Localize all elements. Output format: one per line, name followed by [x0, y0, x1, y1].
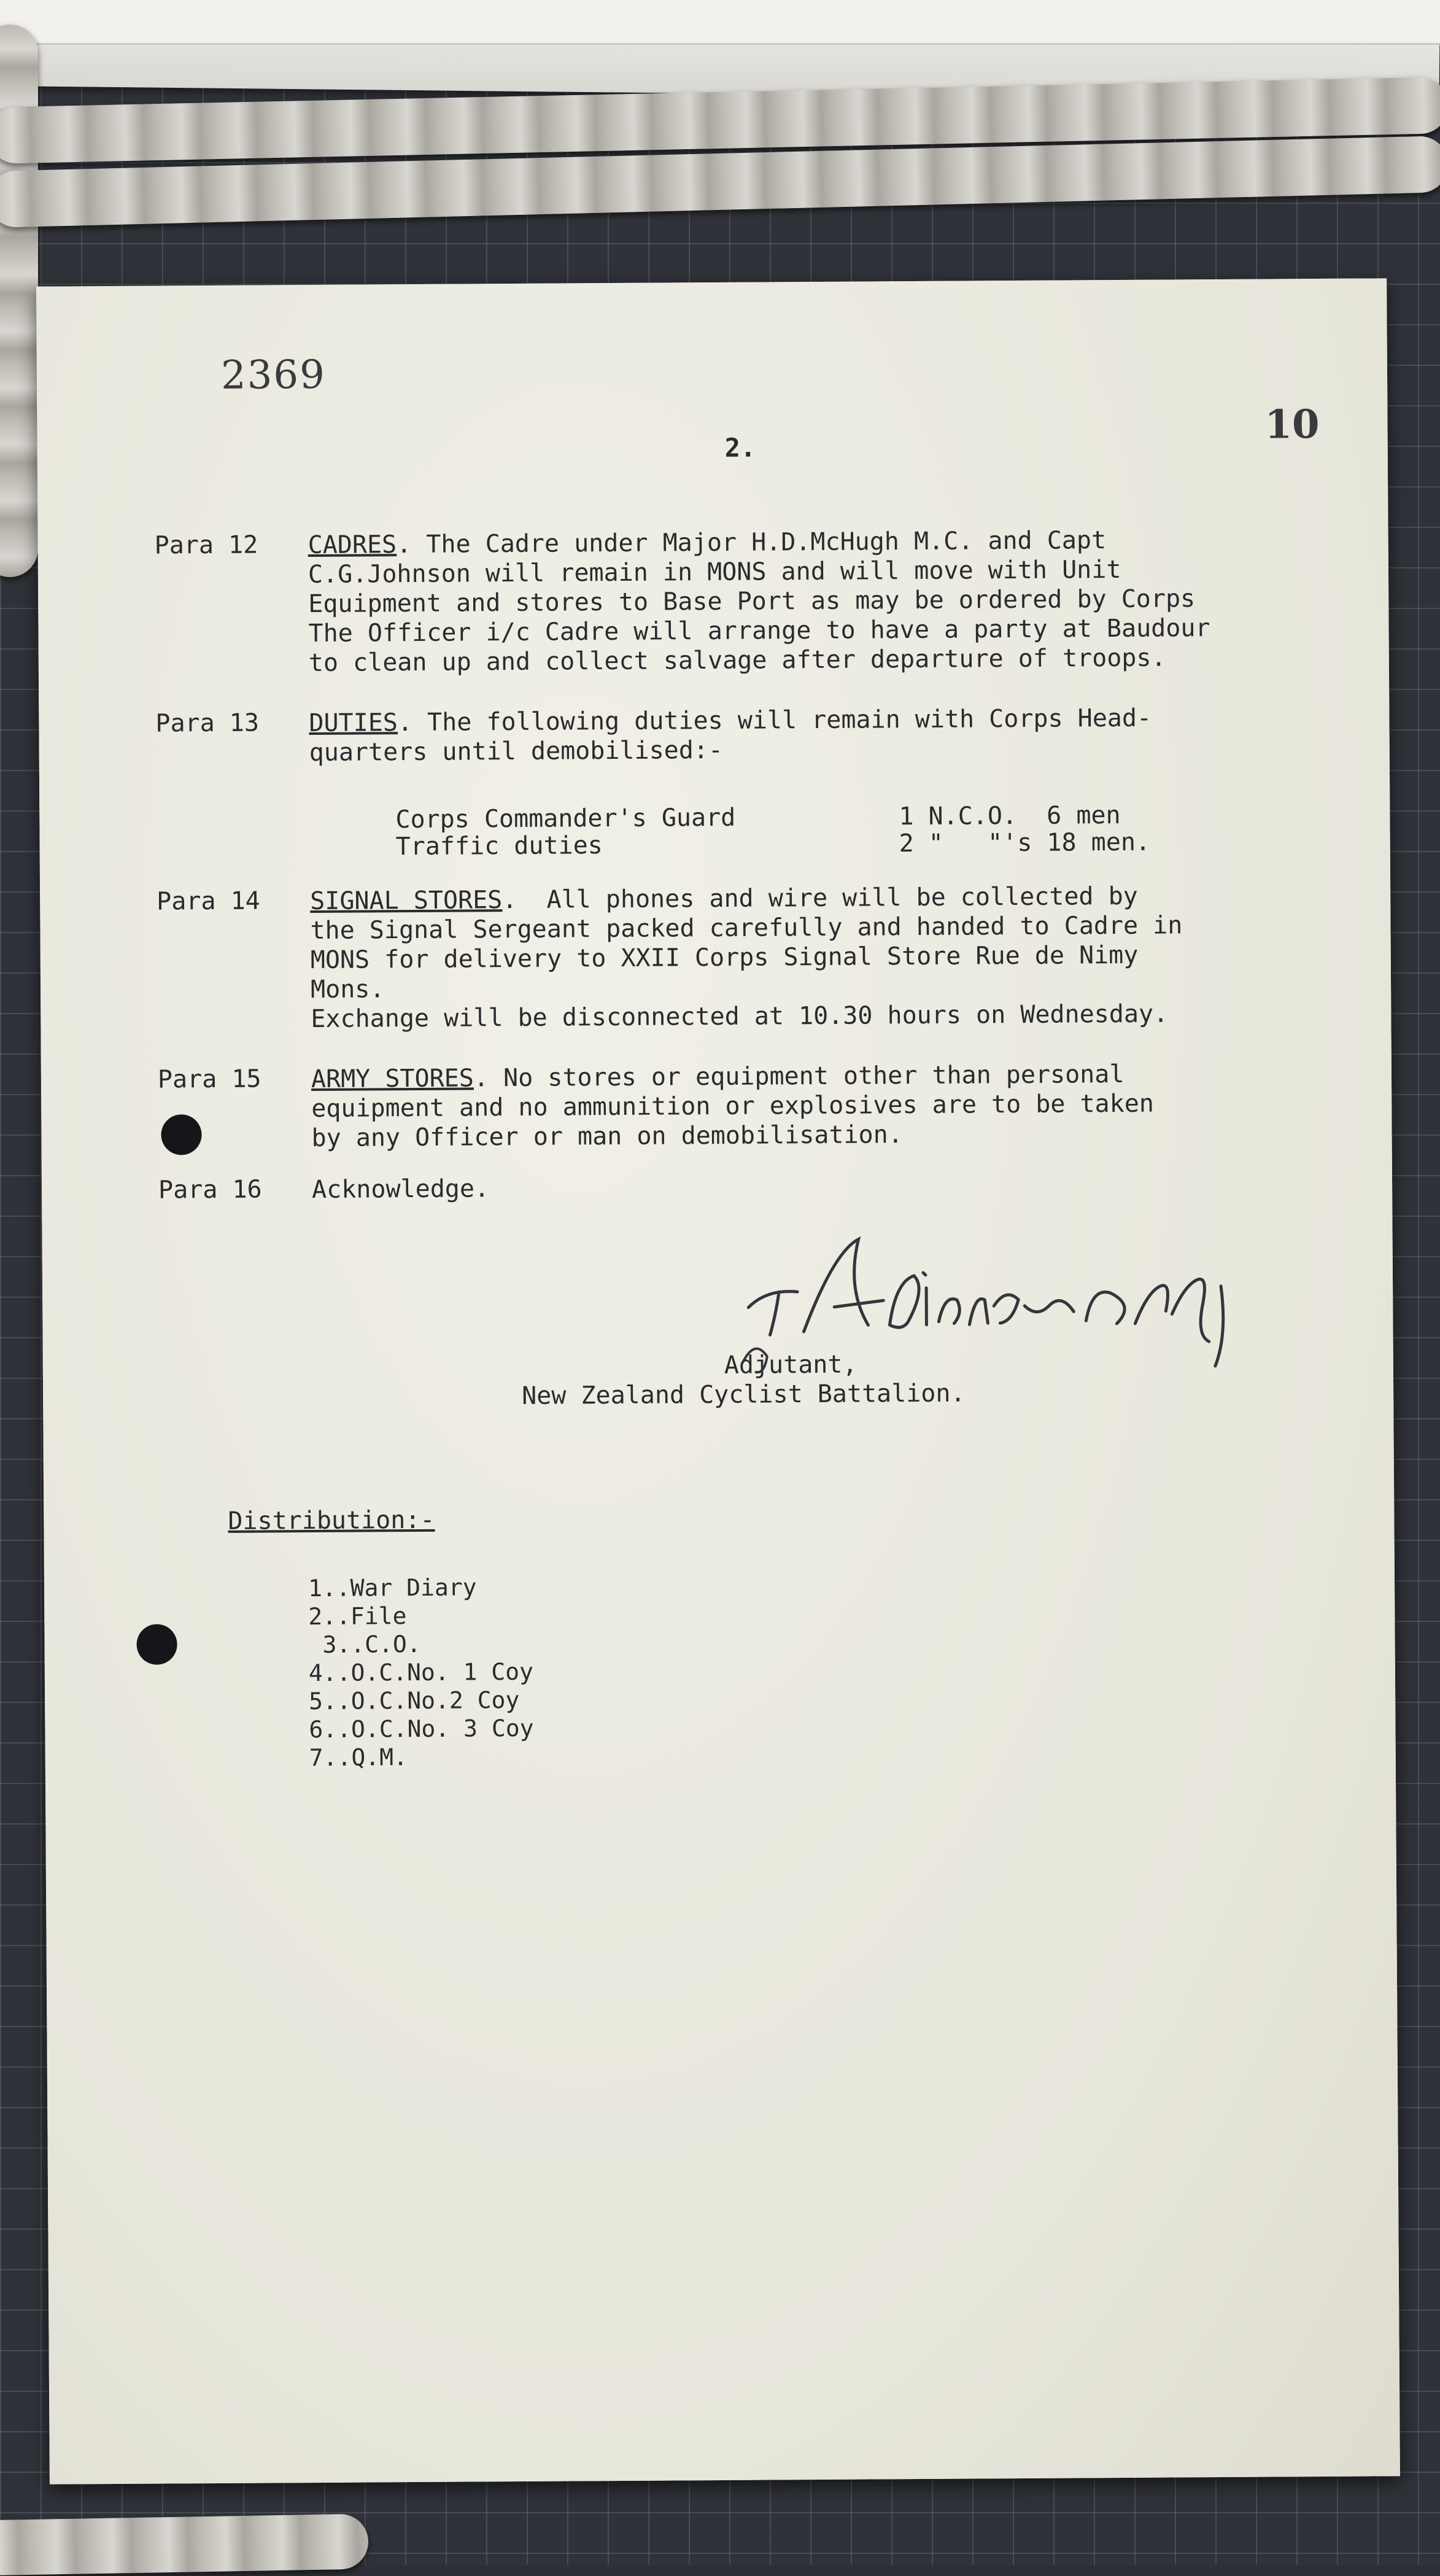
para-line: equipment and no ammunition or explosives are to be taken: [311, 1089, 1155, 1123]
para-line: Exchange will be disconnected at 10.30 hours on Wednesday.: [311, 999, 1169, 1034]
para-line: The Officer i/c Cadre will arrange to have a party at Baudour: [308, 614, 1210, 648]
duties-table: [395, 802, 1150, 861]
para-line: . The following duties will remain with Corps Head-: [397, 704, 1152, 737]
cord-bottom: [0, 2513, 369, 2575]
para-heading: SIGNAL STORES: [310, 886, 503, 916]
para-label: Para 15: [157, 1065, 261, 1094]
para-line: quarters until demobilised:-: [309, 735, 724, 767]
page-number: 2.: [724, 432, 756, 463]
duty-name: Corps Commander's Guard: [395, 803, 736, 834]
para-line: Mons.: [310, 975, 385, 1004]
duty-count: 2 " "'s 18 men.: [899, 828, 1151, 858]
distribution-item: 5..O.C.No.2 Coy: [309, 1686, 520, 1715]
distribution-item: 1..War Diary: [308, 1573, 477, 1602]
distribution-item: 6..O.C.No. 3 Coy: [309, 1714, 534, 1744]
para-line: by any Officer or man on demobilisation.: [311, 1120, 903, 1153]
distribution-item: 7..Q.M.: [309, 1744, 408, 1772]
distribution-item: 3..C.O.: [308, 1630, 421, 1659]
para-line: Acknowledge.: [311, 1174, 490, 1205]
signatory-unit: New Zealand Cyclist Battalion.: [521, 1379, 966, 1410]
para-heading: DUTIES: [309, 708, 398, 738]
para-13-body: [309, 702, 1353, 767]
para-12-body: [308, 524, 1352, 678]
distribution-item: 2..File: [308, 1602, 407, 1631]
para-line: the Signal Sergeant packed carefully and handed to Cadre in: [310, 911, 1183, 945]
para-16-body: [312, 1169, 1355, 1205]
para-heading: ARMY STORES: [311, 1064, 474, 1094]
duty-row: [396, 829, 1151, 861]
para-label: Para 16: [158, 1175, 262, 1205]
distribution-item: 4..O.C.No. 1 Coy: [308, 1658, 534, 1687]
para-heading: CADRES: [308, 530, 397, 560]
para-line: . All phones and wire will be collected by: [502, 882, 1138, 915]
reference-number: 2369: [220, 352, 327, 398]
para-line: MONS for delivery to XXII Corps Signal Store Rue de Nimy: [310, 941, 1139, 975]
signature-block: [522, 1349, 966, 1411]
para-14-body: [310, 880, 1354, 1034]
signatory-title: Adjutant,: [724, 1350, 857, 1379]
distribution-list: [308, 1573, 534, 1772]
duty-count: 1 N.C.O. 6 men: [899, 801, 1121, 831]
para-line: Equipment and stores to Base Port as may be ordered by Corps: [308, 584, 1196, 619]
para-line: . The Cadre under Major H.D.McHugh M.C. and Capt: [397, 526, 1107, 559]
duty-name: Traffic duties: [395, 831, 603, 861]
para-line: . No stores or equipment other than personal: [473, 1060, 1125, 1093]
folio-number: 10: [1264, 401, 1320, 448]
paper-stack-edge: [0, 0, 1440, 45]
para-label: Para 13: [155, 708, 260, 738]
punch-hole: [161, 1114, 201, 1155]
para-label: Para 12: [154, 530, 258, 560]
punch-hole: [136, 1624, 177, 1664]
para-label: Para 14: [157, 886, 260, 916]
para-line: C.G.Johnson will remain in MONS and will move with Unit: [308, 555, 1121, 589]
distribution-heading: Distribution:-: [228, 1505, 435, 1535]
para-line: to clean up and collect salvage after departure of troops.: [308, 643, 1166, 678]
para-15-body: [311, 1058, 1355, 1153]
document-sheet: [36, 278, 1400, 2484]
